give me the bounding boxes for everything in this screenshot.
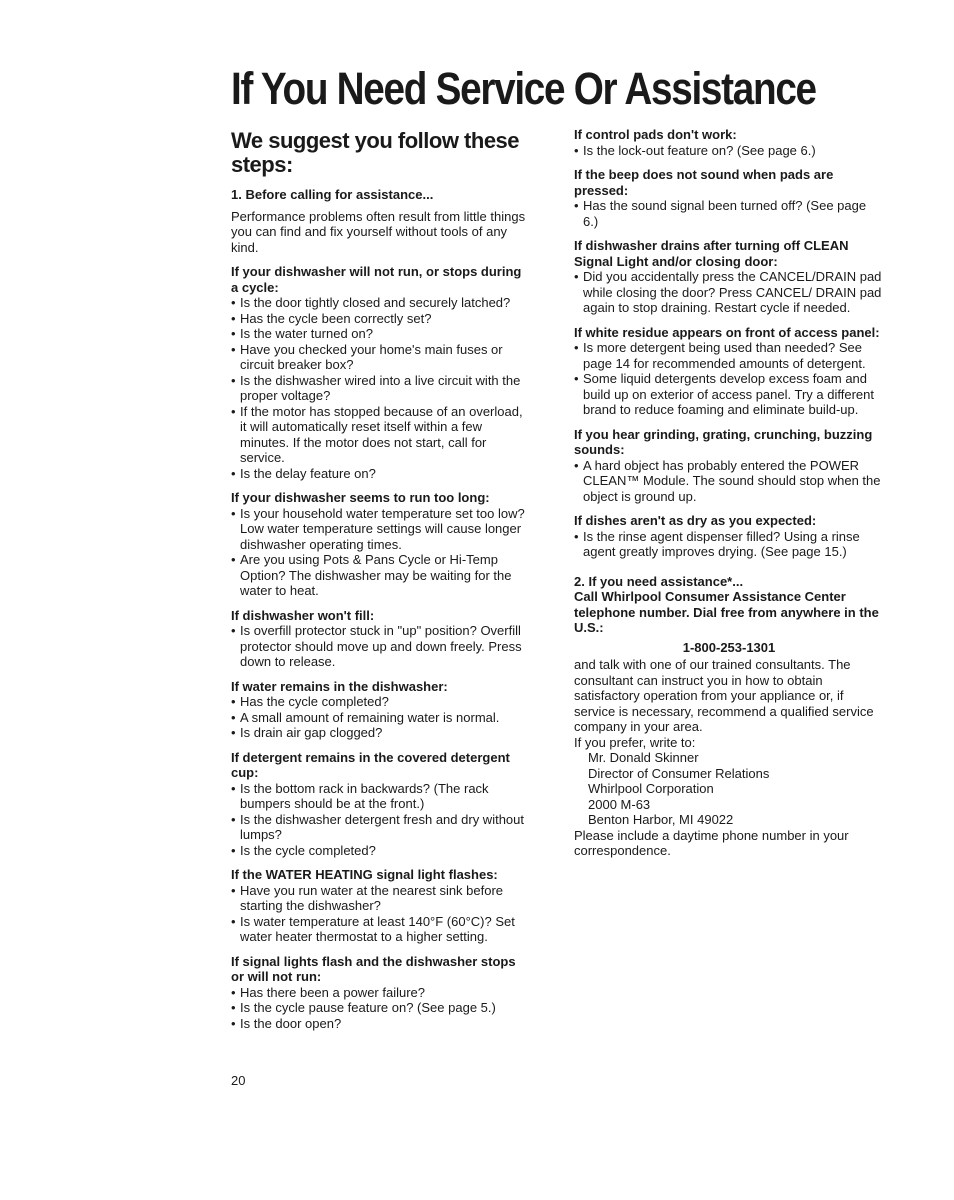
troubleshoot-section [574,238,884,316]
address-line: Whirlpool Corporation [588,781,714,796]
bullet-list [231,506,531,599]
section-heading: If control pads don't work: [574,127,737,142]
list-item: • Is the water turned on? [231,326,531,342]
troubleshoot-section [231,264,531,481]
assistance-section [574,574,884,859]
list-item: • Is the bottom rack in backwards? (The rack bumpers should be at the front.) [231,781,531,812]
troubleshoot-section [231,679,531,741]
list-item: • Is overfill protector stuck in "up" position? Overfill protector should move up and down freely. Press down to release. [231,623,531,670]
list-item: • Is the cycle pause feature on? (See page 5.) [231,1000,531,1016]
troubleshoot-section [574,513,884,560]
list-item: • Is drain air gap clogged? [231,725,531,741]
bullet-list [574,340,884,418]
bullet-list [231,623,531,670]
bullet-list [574,198,884,229]
section-heading: If the WATER HEATING signal light flashes: [231,867,498,882]
bullet-list [574,143,884,159]
bullet-list [231,985,531,1032]
list-item: • Is the rinse agent dispenser filled? Using a rinse agent greatly improves drying. (See page 15.) [574,529,884,560]
closing-note: Please include a daytime phone number in your correspondence. [574,827,849,858]
list-item: • Is the door open? [231,1016,531,1032]
troubleshoot-section [231,490,531,599]
list-item: • Are you using Pots & Pans Cycle or Hi-Temp Option? The dishwasher may be waiting for the water to heat. [231,552,531,599]
step-1-heading: 1. Before calling for assistance... [231,187,434,202]
assistance-body: and talk with one of our trained consultants. The consultant can instruct you in how to obtain satisfactory operation from your appliance or, if service is necessary, recommend a qualified service company in your area. [574,657,874,734]
section-heading: If dishwasher won't fill: [231,607,375,623]
address-line: Mr. Donald Skinner [588,750,699,765]
bullet-list [574,458,884,505]
section-heading: If your dishwasher will not run, or stops during a cycle: [231,264,522,295]
list-item: • Has there been a power failure? [231,985,531,1001]
troubleshoot-section [231,954,531,1032]
list-item: • Has the cycle been correctly set? [231,311,531,327]
section-heading: If dishes aren't as dry as you expected: [574,513,817,528]
section-heading: If signal lights flash and the dishwasher stops or will not run: [231,953,516,984]
list-item: • Is the door tightly closed and securely latched? [231,295,531,311]
step-1-intro: Performance problems often result from little things you can find and fix yourself without tools of any kind. [231,208,526,255]
address-line: Benton Harbor, MI 49022 [588,812,734,827]
bullet-list [231,883,531,945]
troubleshoot-section [231,608,531,670]
list-item: • Some liquid detergents develop excess foam and build up on exterior of access panel. Try a different brand to reduce foaming and eliminate build-up. [574,371,884,418]
list-item: • Has the cycle completed? [231,694,531,710]
step-2-heading: 2. If you need assistance*... [574,573,744,589]
write-intro: If you prefer, write to: [574,734,696,750]
troubleshoot-section [574,427,884,505]
list-item: • Is your household water temperature set too low? Low water temperature settings will cause longer dishwasher operating times. [231,506,531,553]
bullet-list [231,781,531,859]
section-heading: If your dishwasher seems to run too long: [231,490,490,505]
troubleshoot-section [574,127,884,158]
list-item: • Is water temperature at least 140°F (60°C)? Set water heater thermostat to a higher setting. [231,914,531,945]
list-item: • Is more detergent being used than needed? See page 14 for recommended amounts of detergent. [574,340,884,371]
list-item: • Is the dishwasher detergent fresh and dry without lumps? [231,812,531,843]
troubleshoot-section [231,750,531,859]
troubleshoot-section [574,325,884,418]
bullet-list [574,269,884,316]
section-heading: If you hear grinding, grating, crunching, buzzing sounds: [574,426,873,457]
list-item: • Has the sound signal been turned off? (See page 6.) [574,198,884,229]
list-item: • Is the lock-out feature on? (See page 6.) [574,143,884,159]
call-instructions: Call Whirlpool Consumer Assistance Center telephone number. Dial free from anywhere in the U.S.: [574,589,879,635]
list-item: • If the motor has stopped because of an overload, it will automatically reset itself within a few minutes. If the motor does not start, call for service. [231,404,531,466]
list-item: • Is the cycle completed? [231,843,531,859]
bullet-list [231,295,531,481]
troubleshoot-section [231,867,531,945]
list-item: • Have you run water at the nearest sink before starting the dishwasher? [231,883,531,914]
list-item: • Is the delay feature on? [231,466,531,482]
section-heading: If the beep does not sound when pads are pressed: [574,167,834,198]
list-item: • A small amount of remaining water is normal. [231,710,531,726]
list-item: • A hard object has probably entered the POWER CLEAN™ Module. The sound should stop when the object is ground up. [574,458,884,505]
section-subtitle: We suggest you follow these steps: [231,128,520,177]
bullet-list [231,694,531,741]
page-title: If You Need Service Or Assistance [231,63,816,114]
section-heading: If detergent remains in the covered detergent cup: [231,749,510,780]
address-line: 2000 M-63 [588,796,651,812]
list-item: • Did you accidentally press the CANCEL/DRAIN pad while closing the door? Press CANCEL/ DRAIN pad again to stop draining. Restart cycle if needed. [574,269,884,316]
bullet-list [574,529,884,560]
troubleshoot-section [574,167,884,229]
section-heading: If water remains in the dishwasher: [231,678,448,694]
left-column [231,187,531,1031]
list-item: • Have you checked your home's main fuses or circuit breaker box? [231,342,531,373]
phone-number: 1-800-253-1301 [682,639,776,655]
address-line: Director of Consumer Relations [588,765,770,781]
section-heading: If white residue appears on front of access panel: [574,324,880,340]
list-item: • Is the dishwasher wired into a live circuit with the proper voltage? [231,373,531,404]
mailing-address [574,750,884,828]
page-number: 20 [231,1073,246,1088]
right-column [574,127,884,859]
section-heading: If dishwasher drains after turning off CLEAN Signal Light and/or closing door: [574,238,849,269]
